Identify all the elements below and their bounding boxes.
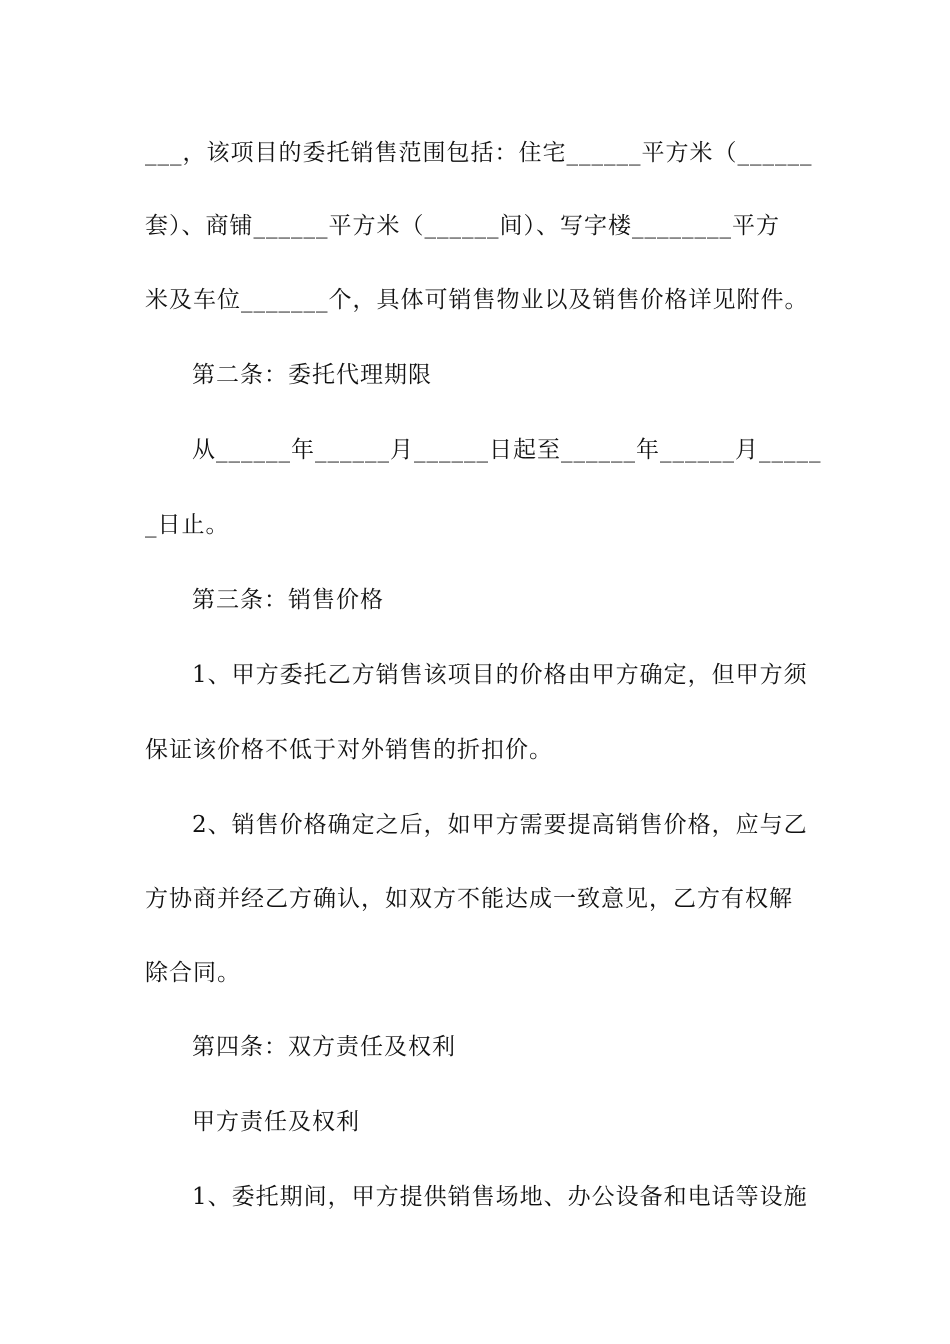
body-text-line: 1、甲方委托乙方销售该项目的价格由甲方确定，但甲方须	[192, 662, 808, 688]
section-heading: 第二条：委托代理期限	[192, 362, 432, 388]
body-text-line: 米及车位_______个，具体可销售物业以及销售价格详见附件。	[145, 287, 809, 313]
body-text-line: 套）、商铺______平方米（______间）、写字楼________平方	[145, 213, 780, 239]
body-text-line: 1、委托期间，甲方提供销售场地、办公设备和电话等设施	[192, 1184, 808, 1210]
body-text-line: 除合同。	[145, 960, 241, 986]
body-text-line: _日止。	[145, 512, 230, 538]
body-text-line: 方协商并经乙方确认，如双方不能达成一致意见，乙方有权解	[145, 886, 793, 912]
body-text-line: 2、销售价格确定之后，如甲方需要提高销售价格，应与乙	[192, 812, 808, 838]
subsection-heading: 甲方责任及权利	[192, 1109, 360, 1135]
body-text-line: ___，该项目的委托销售范围包括：住宅______平方米（______	[145, 140, 813, 166]
section-heading: 第三条：销售价格	[192, 587, 384, 613]
section-heading: 第四条：双方责任及权利	[192, 1034, 456, 1060]
body-text-line: 从______年______月______日起至______年______月_____	[192, 437, 822, 463]
body-text-line: 保证该价格不低于对外销售的折扣价。	[145, 737, 553, 763]
